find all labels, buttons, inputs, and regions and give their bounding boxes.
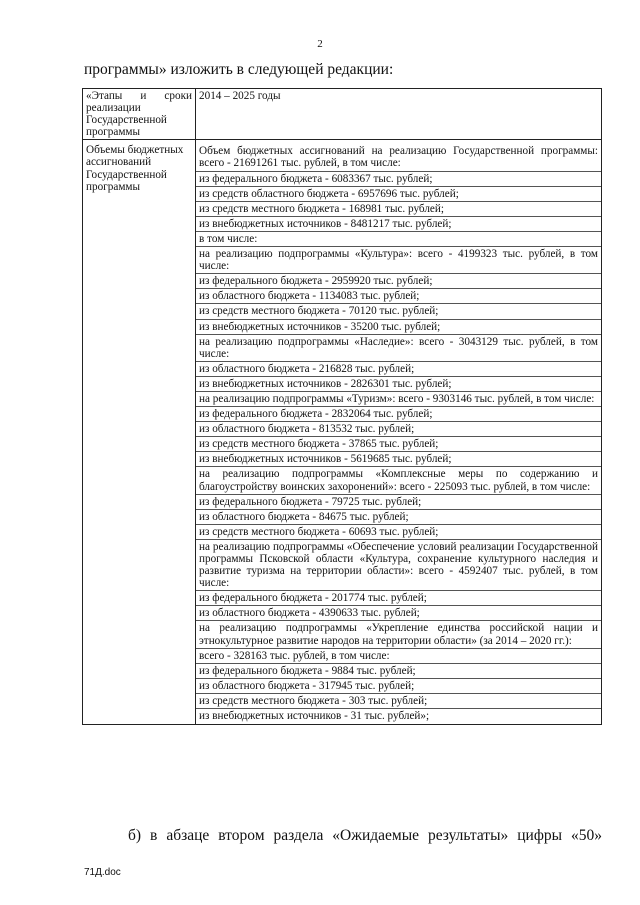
funding-line: из федерального бюджета - 9884 тыс. рублей;	[196, 664, 601, 679]
funding-line: Объем бюджетных ассигнований на реализацию Государственной программы: всего - 21691261 тыс. рублей, в том числе:	[196, 141, 601, 171]
funding-line: из средств местного бюджета - 168981 тыс. рублей;	[196, 202, 601, 217]
funding-line: из средств местного бюджета - 37865 тыс. рублей;	[196, 437, 601, 452]
funding-label-cell	[83, 140, 196, 725]
funding-line: из федерального бюджета - 79725 тыс. рублей;	[196, 495, 601, 510]
funding-line: из федерального бюджета - 6083367 тыс. рублей;	[196, 172, 601, 187]
funding-line: из федерального бюджета - 201774 тыс. рублей;	[196, 591, 601, 606]
funding-line: из областного бюджета - 1134083 тыс. рублей;	[196, 289, 601, 304]
funding-line: из внебюджетных источников - 31 тыс. рублей»;	[199, 710, 430, 723]
stages-value-cell	[196, 89, 602, 140]
funding-line: из внебюджетных источников - 5619685 тыс. рублей;	[196, 452, 601, 467]
intro-text: программы» изложить в следующей редакции:	[84, 61, 394, 78]
funding-line: из областного бюджета - 317945 тыс. рублей;	[196, 679, 601, 694]
funding-line: из средств местного бюджета - 303 тыс. рублей;	[196, 694, 601, 709]
funding-line: всего - 328163 тыс. рублей, в том числе:	[196, 649, 601, 664]
funding-line: на реализацию подпрограммы «Комплексные меры по содержанию и благоустройству воинских захоронений»: всего - 225093 тыс. рублей, в том числе:	[196, 467, 601, 494]
funding-line: из внебюджетных источников - 2826301 тыс. рублей;	[196, 377, 601, 392]
funding-line: на реализацию подпрограммы «Укрепление единства российской нации и этнокультурное развитие народов на территории области» (за 2014 – 2020 гг.):	[196, 621, 601, 648]
stages-label-rest: реализации Государственной программы	[86, 102, 167, 139]
document-code: 71Д.doc	[84, 867, 121, 878]
funding-line: из внебюджетных источников - 35200 тыс. рублей;	[196, 320, 601, 335]
table-row-stages	[83, 89, 602, 140]
table-row-funding	[83, 140, 602, 725]
stages-value: 2014 – 2025 годы	[199, 90, 281, 102]
page-number: 2	[317, 38, 323, 50]
funding-line: из федерального бюджета - 2959920 тыс. рублей;	[196, 274, 601, 289]
funding-line: из средств областного бюджета - 6957696 тыс. рублей;	[196, 187, 601, 202]
funding-line: на реализацию подпрограммы «Наследие»: всего - 3043129 тыс. рублей, в том числе:	[196, 335, 601, 362]
funding-line: из внебюджетных источников - 8481217 тыс. рублей;	[196, 217, 601, 232]
funding-line: из средств местного бюджета - 60693 тыс. рублей;	[196, 525, 601, 540]
funding-label: Объемы бюджетных ассигнований Государственной программы	[86, 144, 184, 193]
funding-line: из областного бюджета - 4390633 тыс. рублей;	[196, 606, 601, 621]
funding-line: из областного бюджета - 84675 тыс. рублей;	[196, 510, 601, 525]
funding-line: на реализацию подпрограммы «Культура»: всего - 4199323 тыс. рублей, в том числе:	[196, 247, 601, 274]
funding-line: из областного бюджета - 813532 тыс. рублей;	[196, 422, 601, 437]
funding-line: из федерального бюджета - 2832064 тыс. рублей;	[196, 407, 601, 422]
funding-line: из областного бюджета - 216828 тыс. рублей;	[196, 362, 601, 377]
stages-label-line1: «Этапы и сроки	[86, 90, 192, 102]
amendment-text: б) в абзаце втором раздела «Ожидаемые результаты» цифры «50»	[128, 827, 602, 844]
funding-value-cell	[196, 140, 602, 725]
funding-line: на реализацию подпрограммы «Туризм»: всего - 9303146 тыс. рублей, в том числе:	[196, 392, 601, 407]
stages-label-cell	[83, 89, 196, 140]
program-passport-table	[82, 88, 602, 725]
funding-line: из средств местного бюджета - 70120 тыс. рублей;	[196, 304, 601, 319]
funding-line: в том числе:	[196, 232, 601, 247]
funding-line: на реализацию подпрограммы «Обеспечение условий реализации Государственной программы Псковской области «Культура, сохранение культурного наследия и развитие туризма на территории области»: всего - 4592407 тыс. рублей, в том числе:	[196, 540, 601, 591]
